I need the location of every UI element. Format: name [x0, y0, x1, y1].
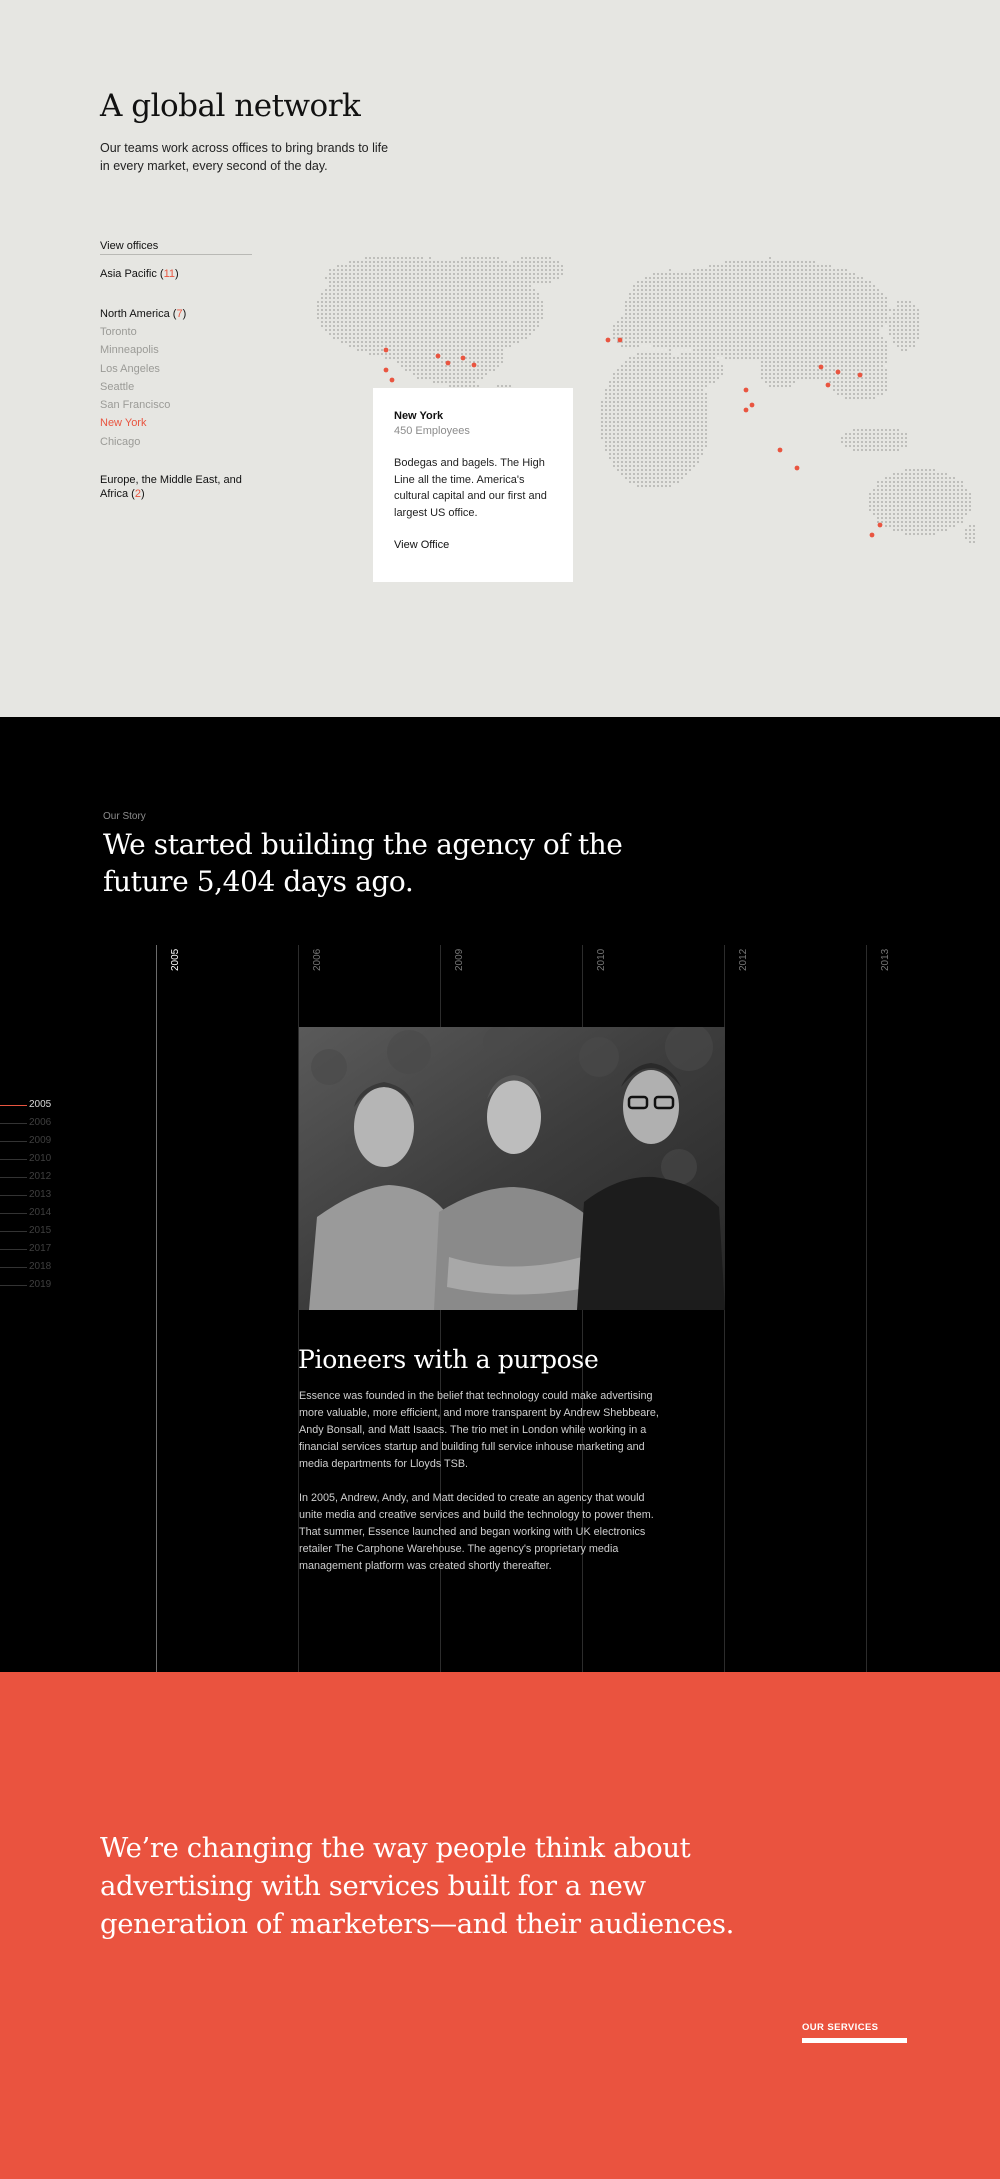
timeline-column-line [156, 945, 157, 1672]
year-nav-item[interactable]: 2019 [0, 1277, 60, 1295]
story-headline: We started building the agency of the future 5,404 days ago. [103, 828, 623, 898]
city-new-york[interactable]: New York [100, 417, 147, 430]
founders-photo-image [299, 1027, 725, 1310]
story-eyebrow: Our Story [103, 811, 146, 822]
network-title: A global network [100, 88, 361, 124]
city-los-angeles[interactable]: Los Angeles [100, 362, 160, 375]
year-nav-item[interactable]: 2009 [0, 1133, 60, 1151]
story-paragraph: Essence was founded in the belief that technology could make advertising more valuable, more efficient, and more transparent by Andrew Shebbeare, Andy Bonsall, and Matt Isaacs. The trio met in London while working in a financial services startup and building full service inhouse marketing and media departments for Lloyds TSB. [299, 1390, 659, 1470]
global-network-section [0, 0, 1000, 717]
region-name: North America [100, 308, 170, 320]
timeline-column-year-2009[interactable]: 2009 [454, 948, 465, 971]
region-count: 11 [163, 268, 176, 280]
our-story-section [0, 717, 1000, 1672]
story-section-title: Pioneers with a purpose [298, 1345, 599, 1374]
region-count: 7 [176, 308, 183, 320]
timeline-column-year-2005[interactable]: 2005 [170, 948, 181, 971]
city-toronto[interactable]: Toronto [100, 326, 137, 338]
region-north-america[interactable]: North America (7) [100, 308, 187, 320]
year-navigation [0, 1097, 60, 1295]
timeline-column-line [866, 945, 867, 1672]
year-nav-item[interactable]: 2017 [0, 1241, 60, 1259]
timeline-column-year-2012[interactable]: 2012 [738, 948, 749, 971]
our-services-button[interactable]: OUR SERVICES [802, 2022, 907, 2043]
year-nav-item[interactable]: 2012 [0, 1169, 60, 1187]
year-nav-item[interactable]: 2018 [0, 1259, 60, 1277]
region-emea[interactable]: Europe, the Middle East, and Africa (2) [100, 474, 242, 501]
founders-photo [299, 1027, 725, 1310]
north-america-city-list [100, 323, 252, 451]
popup-city: New York [394, 410, 444, 422]
year-nav-item[interactable]: 2014 [0, 1205, 60, 1223]
region-name: Asia Pacific [100, 268, 157, 280]
view-office-link[interactable]: View Office [394, 539, 450, 551]
region-name: Europe, the Middle East, and Africa [100, 474, 242, 501]
region-asia-pacific[interactable]: Asia Pacific (11) [100, 268, 179, 280]
office-popup [373, 388, 573, 582]
region-count: 2 [134, 488, 141, 501]
year-nav-item[interactable]: 2013 [0, 1187, 60, 1205]
year-nav-item[interactable]: 2006 [0, 1115, 60, 1133]
popup-employees: 450 Employees [394, 425, 470, 437]
city-seattle[interactable]: Seattle [100, 380, 135, 393]
city-minneapolis[interactable]: Minneapolis [100, 344, 159, 357]
services-statement: We’re changing the way people think about advertising with services built for a new generation of marketers—and their audiences. [100, 1832, 734, 1940]
services-section [0, 1672, 1000, 2179]
year-nav-item[interactable]: 2005 [0, 1097, 60, 1115]
year-nav-item[interactable]: 2010 [0, 1151, 60, 1169]
popup-description: Bodegas and bagels. The High Line all the time. America's cultural capital and our first and largest US office. [394, 457, 547, 519]
timeline-column-year-2010[interactable]: 2010 [596, 948, 607, 971]
office-list [100, 240, 252, 501]
timeline-column-year-2013[interactable]: 2013 [880, 948, 891, 971]
story-paragraph: In 2005, Andrew, Andy, and Matt decided to create an agency that would unite media and creative services and build the technology to power them. That summer, Essence launched and began working with UK electronics retailer The Carphone Warehouse. The agency's proprietary media management platform was created shortly thereafter. [299, 1492, 654, 1572]
city-chicago[interactable]: Chicago [100, 435, 141, 448]
timeline-column-year-2006[interactable]: 2006 [312, 948, 323, 971]
city-san-francisco[interactable]: San Francisco [100, 399, 171, 412]
year-nav-item[interactable]: 2015 [0, 1223, 60, 1241]
view-offices-label: View offices [100, 240, 252, 255]
network-lede: Our teams work across offices to bring brands to life in every market, every second of the day. [100, 141, 389, 173]
